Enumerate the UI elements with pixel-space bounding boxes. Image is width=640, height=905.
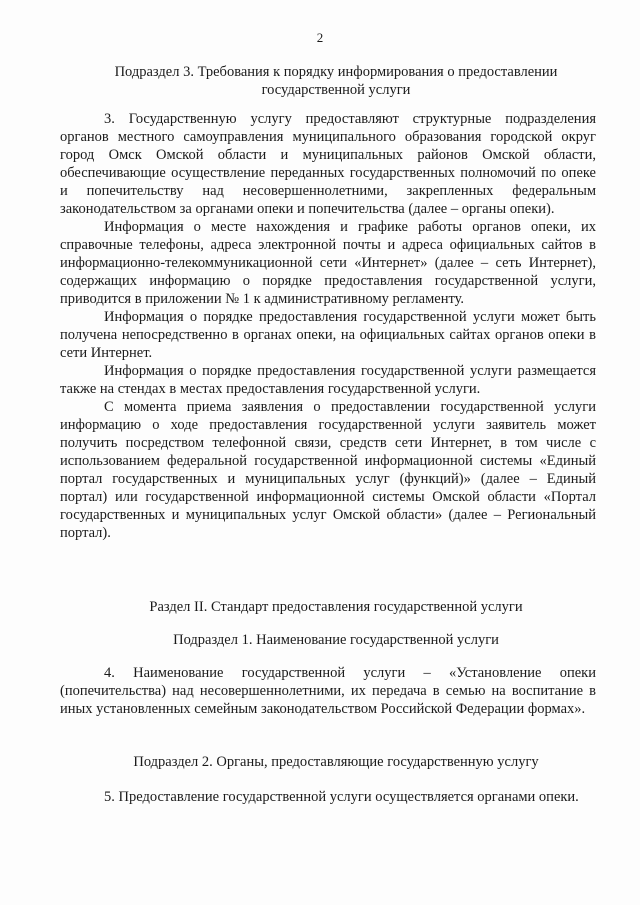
paragraph-location-info: Информация о месте нахождения и графике работы органов опеки, их справочные телефоны, адреса электронной почты и адреса официальных сайтов в информационно-телекоммуникационной сети «Интернет» (далее – сеть Интернет), содержащих информацию о порядке предоставления государственной услуги, приводится в приложении № 1 к административному регламенту.	[60, 219, 596, 307]
paragraph-progress-info: С момента приема заявления о предоставлении государственной услуги информацию о ходе предоставления государственной услуги заявитель может получить посредством телефонной связи, средств сети Интернет, в том числе с использованием федеральной государственной информационной системы «Единый портал государственных и муниципальных услуг (функций)» (далее – Единый портал) или государственной информационной системы Омской области «Портал государственных и муниципальных услуг Омской области» (далее – Региональный портал).	[60, 399, 596, 541]
subsection3-body	[60, 110, 596, 542]
subsection2-heading: Подраздел 2. Органы, предоставляющие государственную услугу	[133, 754, 539, 770]
paragraph-5-providers: 5. Предоставление государственной услуги осуществляется органами опеки.	[104, 789, 579, 805]
paragraph-3-services-providers: 3. Государственную услугу предоставляют структурные подразделения органов местного самоуправления муниципального образования городской округ город Омск Омской области и муниципальных районов Омской области, обеспечивающие осуществление переданных государственных полномочий по опеке и попечительству над несовершеннолетними, закрепленных федеральным законодательством за органами опеки и попечительства (далее – органы опеки).	[60, 111, 596, 217]
paragraph-info-obtain: Информация о порядке предоставления государственной услуги может быть получена непосредственно в органах опеки, на официальных сайтах органов опеки в сети Интернет.	[60, 309, 596, 361]
subsection1-body	[60, 664, 596, 718]
subsection2-body	[60, 788, 596, 806]
section2-heading: Раздел II. Стандарт предоставления государственной услуги	[149, 599, 523, 615]
paragraph-4-service-name: 4. Наименование государственной услуги – «Установление опеки (попечительства) над несовершеннолетними, их передача в семью на воспитание в иных установленных семейным законодательством Российской Федерации формах».	[60, 665, 596, 717]
page-number: 2	[316, 30, 324, 45]
subsection3-heading: Подраздел 3. Требования к порядку информирования о предоставлении государственной услуги	[114, 64, 558, 98]
paragraph-info-stands: Информация о порядке предоставления государственной услуги размещается также на стендах в местах предоставления государственной услуги.	[60, 363, 596, 397]
subsection1-heading: Подраздел 1. Наименование государственной услуги	[173, 632, 499, 648]
